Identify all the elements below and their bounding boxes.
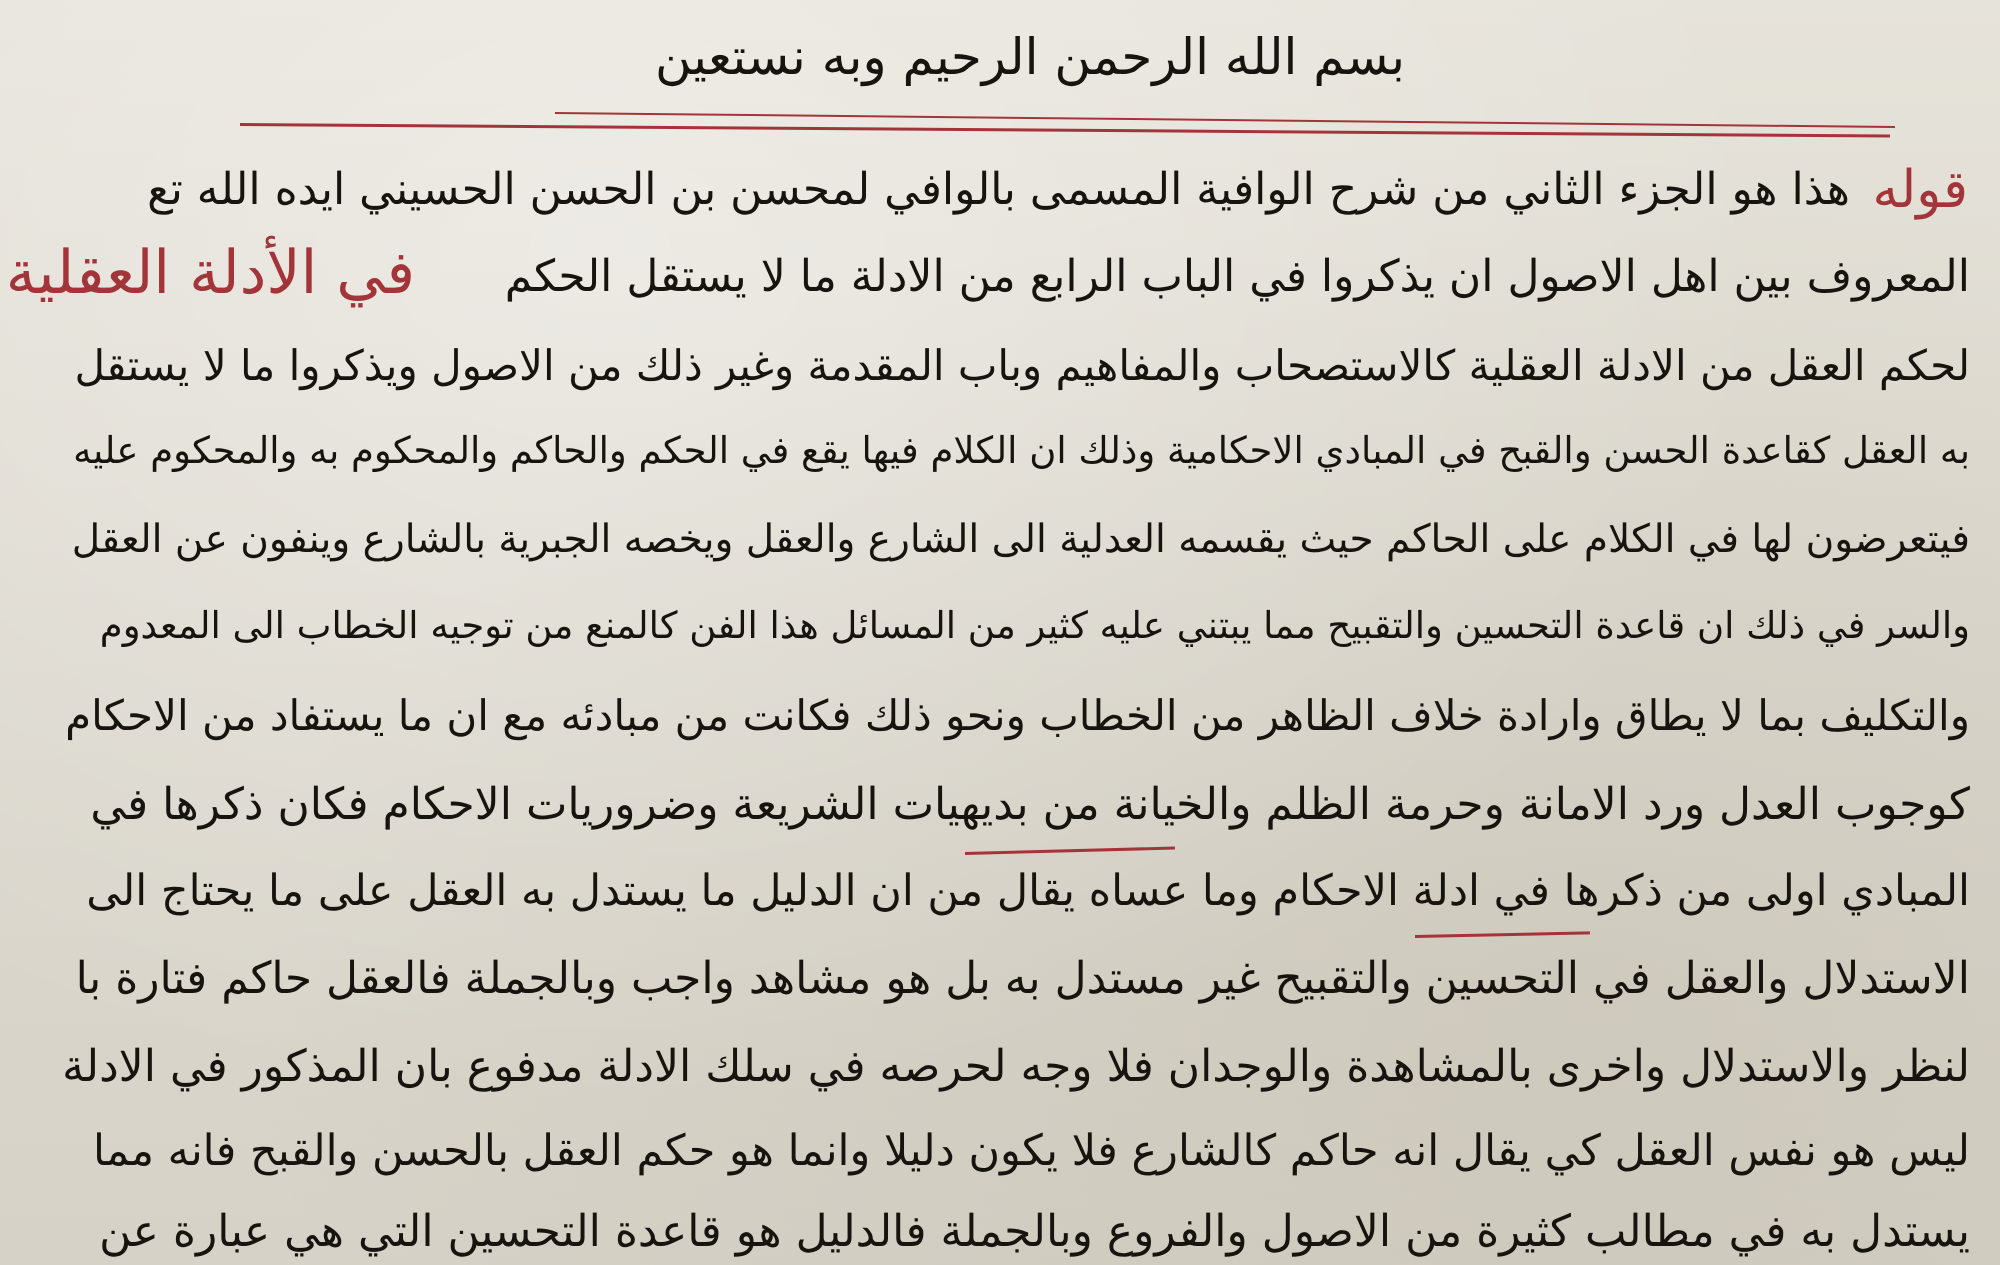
basmala-heading: بسم الله الرحمن الرحيم وبه نستعين	[654, 28, 1406, 86]
text-line-7: والتكليف بما لا يطاق وارادة خلاف الظاهر من الخطاب ونحو ذلك فكانت من مبادئه مع ان ما يستفاد من الاحكام	[65, 691, 1970, 740]
text-line-9: المبادي اولى من ذكرها في ادلة الاحكام وما عساه يقال من ان الدليل ما يستدل به العقل على ما يحتاج الى	[86, 866, 1970, 916]
text-line-4: به العقل كقاعدة الحسن والقبح في المبادي الاحكامية وذلك ان الكلام فيها يقع في الحكم والحاكم والمحكوم به والمحكوم عليه	[73, 429, 1970, 472]
text-line-5: فيتعرضون لها في الكلام على الحاكم حيث يقسمه العدلية الى الشارع والعقل ويخصه الجبرية بالشارع وينفون عن العقل	[71, 517, 1970, 562]
text-line-12: ليس هو نفس العقل كي يقال انه حاكم كالشارع فلا يكون دليلا وانما هو حكم العقل بالحسن والقبح فانه مما	[93, 1126, 1970, 1176]
text-line-6: والسر في ذلك ان قاعدة التحسين والتقبيح مما يبتني عليه كثير من المسائل هذا الفن كالمنع من توجيه الخطاب الى المعدوم	[99, 604, 1970, 647]
text-line-3: لحكم العقل من الادلة العقلية كالاستصحاب والمفاهيم وباب المقدمة وغير ذلك من الاصول ويذكروا ما لا يستقل	[74, 341, 1970, 390]
red-topic-heading: في الأدلة العقلية	[5, 238, 415, 308]
text-line-1: هذا هو الجزء الثاني من شرح الوافية المسمى بالوافي لمحسن بن الحسن الحسيني ايده الله تع	[147, 164, 1850, 215]
red-underline-2	[1415, 931, 1590, 938]
text-line-2: المعروف بين اهل الاصول ان يذكروا في الباب الرابع من الادلة ما لا يستقل الحكم	[504, 251, 1970, 302]
text-line-13: يستدل به في مطالب كثيرة من الاصول والفروع وبالجملة فالدليل هو قاعدة التحسين التي هي عبارة عن	[99, 1206, 1970, 1257]
text-line-8: كوجوب العدل ورد الامانة وحرمة الظلم والخيانة من بديهيات الشريعة وضروريات الاحكام فكان ذكرها في	[90, 779, 1970, 830]
red-heading-word: قوله	[1872, 160, 1968, 220]
text-line-11: لنظر والاستدلال واخرى بالمشاهدة والوجدان فلا وجه لحرصه في سلك الادلة مدفوع بان المذكور في الادلة	[62, 1041, 1970, 1092]
red-underline-1	[965, 847, 1175, 855]
text-line-10: الاستدلال والعقل في التحسين والتقبيح غير مستدل به بل هو مشاهد واجب وبالجملة فالعقل حاكم فتارة با	[75, 953, 1970, 1004]
